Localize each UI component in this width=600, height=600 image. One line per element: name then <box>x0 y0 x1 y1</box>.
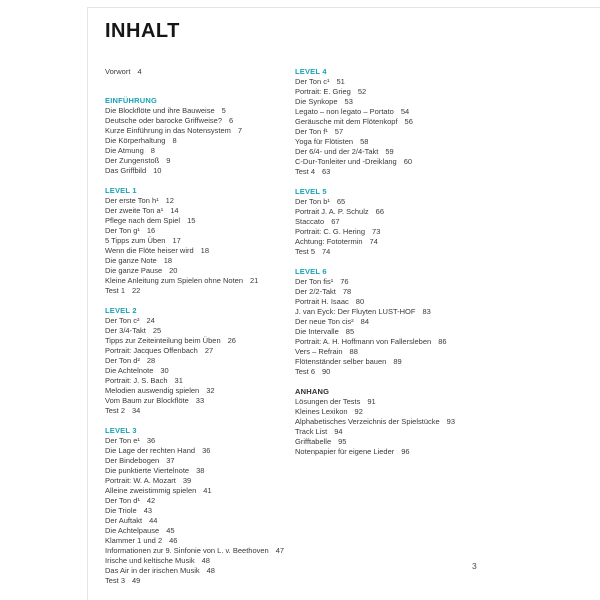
toc-entry-page: 88 <box>349 347 358 356</box>
toc-entry-label: Kurze Einführung in das Notensystem <box>105 126 231 135</box>
toc-entry-page: 63 <box>322 167 331 176</box>
toc-entry <box>295 97 497 107</box>
toc-entry <box>105 546 295 556</box>
toc-entry-page: 48 <box>206 566 215 575</box>
toc-entry-label: Der Ton b¹ <box>295 197 330 206</box>
toc-entry-label: C-Dur-Tonleiter und -Dreiklang <box>295 157 397 166</box>
toc-entry-page: 51 <box>336 77 345 86</box>
toc-entry <box>295 437 497 447</box>
toc-entry <box>105 346 295 356</box>
toc-section <box>105 67 295 77</box>
toc-entry-label: Portrait: A. H. Hoffmann von Fallersleben <box>295 337 432 346</box>
toc-entry-label: Der Ton g¹ <box>105 226 140 235</box>
section-heading: LEVEL 6 <box>295 267 327 276</box>
toc-entry <box>105 386 295 396</box>
toc-entry <box>295 307 497 317</box>
toc-entry-label: Alleine zweistimmig spielen <box>105 486 197 495</box>
toc-entry-page: 94 <box>334 427 343 436</box>
toc-entry-label: Portrait J. A. P. Schulz <box>295 207 369 216</box>
toc-entry-label: Der Ton f¹ <box>295 127 328 136</box>
toc-entry-page: 92 <box>354 407 363 416</box>
toc-entry-label: Der 6/4- und der 2/4-Takt <box>295 147 379 156</box>
toc-entry-page: 74 <box>369 237 378 246</box>
toc-entry-label: Der Ton d² <box>105 356 140 365</box>
toc-entry-label: Vom Baum zur Blockflöte <box>105 396 189 405</box>
toc-entry <box>105 516 295 526</box>
toc-entry-label: Der Ton c¹ <box>295 77 330 86</box>
toc-entry-label: Das Air in der irischen Musik <box>105 566 200 575</box>
toc-entry-label: Alphabetisches Verzeichnis der Spielstücke <box>295 417 440 426</box>
toc-entry-page: 65 <box>336 197 346 206</box>
toc-entry-label: Flötenständer selber bauen <box>295 357 387 366</box>
toc-entry-label: Die punktierte Viertelnote <box>105 466 190 475</box>
toc-entry-page: 49 <box>132 576 141 585</box>
toc-entry-label: Yoga für Flötisten <box>295 137 354 146</box>
toc-entry-label: Tipps zur Zeiteinteilung beim Üben <box>105 336 221 345</box>
toc-entry-label: Staccato <box>295 217 325 226</box>
toc-entry <box>295 357 497 367</box>
toc-columns <box>105 67 497 596</box>
toc-entry <box>105 316 295 326</box>
toc-section <box>105 96 295 176</box>
toc-entry <box>105 536 295 546</box>
toc-entry <box>295 237 497 247</box>
toc-entry <box>105 356 295 366</box>
toc-entry-page: 48 <box>201 556 210 565</box>
toc-entry <box>295 347 497 357</box>
toc-entry-page: 86 <box>438 337 447 346</box>
page-number: 3 <box>472 561 477 571</box>
toc-entry-label: Legato – non legato – Portato <box>295 107 394 116</box>
toc-entry <box>105 446 295 456</box>
toc-entry <box>105 246 295 256</box>
toc-entry-page: 4 <box>137 67 142 76</box>
toc-entry-page: 44 <box>149 516 158 525</box>
section-heading: EINFÜHRUNG <box>105 96 157 105</box>
toc-entry <box>105 326 295 336</box>
toc-entry <box>295 397 497 407</box>
toc-entry-page: 74 <box>322 247 331 256</box>
toc-entry-page: 56 <box>404 117 413 126</box>
toc-entry <box>105 106 295 116</box>
toc-entry-label: 5 Tipps zum Üben <box>105 236 166 245</box>
toc-entry-label: Portrait: Jacques Offenbach <box>105 346 198 355</box>
toc-entry-label: Der Ton fis¹ <box>295 277 334 286</box>
toc-entry-page: 41 <box>203 486 212 495</box>
toc-entry-label: Der Auftakt <box>105 516 143 525</box>
toc-entry <box>105 376 295 386</box>
toc-entry <box>295 137 497 147</box>
toc-entry-page: 34 <box>132 406 141 415</box>
toc-entry <box>105 436 295 446</box>
section-heading: ANHANG <box>295 387 330 396</box>
toc-entry <box>105 266 295 276</box>
toc-entry-page: 76 <box>340 277 349 286</box>
toc-entry-page: 26 <box>227 336 236 345</box>
toc-entry-label: Die Körperhaltung <box>105 136 166 145</box>
toc-entry-page: 58 <box>360 137 369 146</box>
toc-entry <box>295 227 497 237</box>
toc-entry-page: 8 <box>172 136 177 145</box>
toc-entry-label: Track List <box>295 427 328 436</box>
toc-entry <box>105 226 295 236</box>
toc-entry-page: 25 <box>152 326 162 335</box>
toc-entry-label: Die Lage der rechten Hand <box>105 446 196 455</box>
toc-entry <box>295 327 497 337</box>
toc-entry-page: 95 <box>338 437 347 446</box>
toc-entry-page: 43 <box>143 506 153 515</box>
toc-entry-label: Vers – Refrain <box>295 347 343 356</box>
toc-entry-page: 91 <box>367 397 376 406</box>
toc-entry-label: Die Intervalle <box>295 327 339 336</box>
toc-entry <box>105 396 295 406</box>
toc-entry-label: Der Ton e¹ <box>105 436 140 445</box>
toc-entry-label: Deutsche oder barocke Griffweise? <box>105 116 223 125</box>
toc-entry-page: 84 <box>360 317 369 326</box>
toc-entry-page: 53 <box>344 97 353 106</box>
toc-entry-label: Der zweite Ton a¹ <box>105 206 164 215</box>
toc-entry <box>105 136 295 146</box>
toc-entry <box>105 206 295 216</box>
toc-entry <box>295 117 497 127</box>
toc-entry <box>105 576 295 586</box>
toc-column-left <box>105 67 295 596</box>
toc-page <box>105 20 497 596</box>
toc-entry-label: Achtung: Fototermin <box>295 237 363 246</box>
toc-entry <box>105 556 295 566</box>
toc-entry-label: Die Achtelpause <box>105 526 160 535</box>
toc-entry-label: Portrait: C. G. Hering <box>295 227 366 236</box>
toc-entry-label: Die ganze Pause <box>105 266 163 275</box>
toc-entry <box>105 146 295 156</box>
section-heading: LEVEL 4 <box>295 67 327 76</box>
toc-entry <box>295 407 497 417</box>
toc-entry-label: Der Zungenstoß <box>105 156 160 165</box>
toc-entry-page: 96 <box>401 447 410 456</box>
toc-entry-label: Kleines Lexikon <box>295 407 348 416</box>
toc-entry <box>105 456 295 466</box>
toc-section <box>105 426 295 586</box>
toc-entry-label: Die Blockflöte und ihre Bauweise <box>105 106 215 115</box>
toc-entry <box>105 476 295 486</box>
toc-entry <box>295 427 497 437</box>
toc-entry <box>295 337 497 347</box>
toc-entry <box>295 167 497 177</box>
toc-entry <box>105 486 295 496</box>
toc-entry-page: 18 <box>163 256 173 265</box>
toc-entry-label: Test 5 <box>295 247 316 256</box>
page-title: INHALT <box>105 20 180 42</box>
toc-entry-page: 90 <box>322 367 331 376</box>
section-heading: LEVEL 3 <box>105 426 137 435</box>
toc-entry-label: Portrait: J. S. Bach <box>105 376 168 385</box>
toc-entry <box>105 286 295 296</box>
toc-entry <box>295 87 497 97</box>
toc-entry-label: Informationen zur 9. Sinfonie von L. v. Beethoven <box>105 546 269 555</box>
toc-entry <box>295 77 497 87</box>
toc-column-right <box>295 67 497 467</box>
toc-entry <box>105 166 295 176</box>
toc-entry-page: 93 <box>446 417 456 426</box>
toc-entry <box>105 336 295 346</box>
toc-entry-page: 73 <box>372 227 381 236</box>
toc-entry-page: 45 <box>166 526 175 535</box>
toc-entry-label: Test 4 <box>295 167 316 176</box>
toc-entry <box>105 156 295 166</box>
section-heading: LEVEL 1 <box>105 186 137 195</box>
toc-entry-page: 78 <box>342 287 352 296</box>
toc-entry-label: J. van Eyck: Der Fluyten LUST-HOF <box>295 307 416 316</box>
toc-entry-label: Test 2 <box>105 406 126 415</box>
toc-entry-label: Lösungen der Tests <box>295 397 361 406</box>
toc-entry <box>295 197 497 207</box>
toc-entry-label: Test 1 <box>105 286 126 295</box>
toc-entry-page: 12 <box>165 196 174 205</box>
toc-entry-page: 57 <box>334 127 344 136</box>
toc-section <box>295 187 497 257</box>
toc-section <box>105 186 295 296</box>
toc-entry <box>295 157 497 167</box>
toc-entry-label: Test 6 <box>295 367 316 376</box>
toc-entry-page: 54 <box>400 107 410 116</box>
toc-entry-page: 7 <box>237 126 243 135</box>
toc-entry-page: 60 <box>403 157 413 166</box>
toc-entry-label: Portrait: W. A. Mozart <box>105 476 176 485</box>
toc-entry-page: 8 <box>150 146 155 155</box>
toc-section <box>295 267 497 377</box>
toc-entry <box>295 447 497 457</box>
toc-entry-page: 14 <box>170 206 179 215</box>
toc-entry <box>105 236 295 246</box>
toc-entry-label: Test 3 <box>105 576 126 585</box>
toc-entry-page: 89 <box>393 357 402 366</box>
toc-entry <box>105 67 295 77</box>
toc-entry <box>105 116 295 126</box>
toc-entry-page: 18 <box>200 246 209 255</box>
toc-entry-page: 42 <box>146 496 156 505</box>
toc-entry <box>105 466 295 476</box>
toc-entry <box>295 287 497 297</box>
toc-entry <box>105 506 295 516</box>
toc-entry-label: Die Achtelnote <box>105 366 154 375</box>
toc-entry-label: Der erste Ton h¹ <box>105 196 159 205</box>
toc-entry <box>105 526 295 536</box>
toc-entry-page: 31 <box>174 376 183 385</box>
toc-entry-label: Irische und keltische Musik <box>105 556 195 565</box>
toc-entry-label: Die Atmung <box>105 146 144 155</box>
toc-entry-label: Melodien auswendig spielen <box>105 386 200 395</box>
toc-entry <box>295 217 497 227</box>
toc-entry-label: Kleine Anleitung zum Spielen ohne Noten <box>105 276 244 285</box>
section-heading: LEVEL 2 <box>105 306 137 315</box>
toc-entry-label: Portrait H. Isaac <box>295 297 349 306</box>
toc-entry <box>105 196 295 206</box>
toc-entry-page: 39 <box>182 476 192 485</box>
toc-entry-page: 32 <box>206 386 215 395</box>
toc-entry-page: 36 <box>146 436 156 445</box>
toc-section <box>295 67 497 177</box>
toc-entry <box>105 276 295 286</box>
toc-entry-page: 66 <box>375 207 384 216</box>
toc-entry-page: 47 <box>275 546 285 555</box>
toc-entry <box>295 247 497 257</box>
toc-entry <box>105 126 295 136</box>
toc-entry-page: 52 <box>357 87 367 96</box>
toc-entry-page: 22 <box>132 286 141 295</box>
toc-entry-label: Der neue Ton cis² <box>295 317 354 326</box>
toc-entry-page: 28 <box>146 356 156 365</box>
toc-entry-label: Wenn die Flöte heiser wird <box>105 246 194 255</box>
toc-entry-page: 17 <box>172 236 181 245</box>
toc-entry-label: Klammer 1 und 2 <box>105 536 163 545</box>
toc-entry <box>295 107 497 117</box>
toc-entry-page: 6 <box>229 116 234 125</box>
toc-entry <box>295 147 497 157</box>
toc-entry-page: 80 <box>355 297 365 306</box>
toc-entry <box>105 566 295 576</box>
toc-entry-page: 21 <box>250 276 259 285</box>
toc-entry-page: 59 <box>385 147 394 156</box>
toc-entry-page: 38 <box>196 466 205 475</box>
toc-entry-page: 27 <box>204 346 214 355</box>
toc-entry-page: 20 <box>169 266 178 275</box>
toc-entry-label: Portrait: E. Grieg <box>295 87 351 96</box>
toc-entry-page: 37 <box>166 456 175 465</box>
toc-entry <box>295 277 497 287</box>
toc-entry-label: Der 2/2-Takt <box>295 287 336 296</box>
toc-section <box>105 306 295 416</box>
toc-entry-label: Der Bindebogen <box>105 456 160 465</box>
toc-entry-page: 83 <box>422 307 431 316</box>
toc-entry-page: 36 <box>202 446 211 455</box>
toc-entry <box>295 127 497 137</box>
toc-entry-page: 85 <box>345 327 355 336</box>
toc-entry <box>105 366 295 376</box>
toc-entry-page: 9 <box>166 156 171 165</box>
toc-entry-label: Pflege nach dem Spiel <box>105 216 181 225</box>
toc-entry-page: 10 <box>153 166 162 175</box>
toc-entry-label: Der 3/4-Takt <box>105 326 146 335</box>
toc-entry-page: 30 <box>160 366 169 375</box>
toc-entry <box>105 496 295 506</box>
toc-entry-label: Die Triole <box>105 506 137 515</box>
toc-entry <box>295 317 497 327</box>
toc-entry-label: Der Ton c² <box>105 316 140 325</box>
toc-entry-label: Die Synkope <box>295 97 338 106</box>
toc-entry-label: Vorwort <box>105 67 131 76</box>
toc-entry-page: 24 <box>146 316 155 325</box>
toc-entry <box>105 406 295 416</box>
toc-entry-page: 16 <box>146 226 156 235</box>
toc-entry-label: Das Griffbild <box>105 166 147 175</box>
toc-entry-page: 33 <box>195 396 205 405</box>
toc-entry <box>105 256 295 266</box>
toc-entry-page: 5 <box>221 106 226 115</box>
section-heading: LEVEL 5 <box>295 187 327 196</box>
toc-entry-label: Notenpapier für eigene Lieder <box>295 447 395 456</box>
toc-entry-label: Geräusche mit dem Flötenkopf <box>295 117 398 126</box>
toc-entry-label: Grifftabelle <box>295 437 332 446</box>
toc-entry-label: Die ganze Note <box>105 256 157 265</box>
toc-entry-label: Der Ton d¹ <box>105 496 140 505</box>
toc-entry <box>105 216 295 226</box>
toc-entry <box>295 367 497 377</box>
toc-section <box>295 387 497 457</box>
toc-entry <box>295 207 497 217</box>
toc-entry <box>295 417 497 427</box>
toc-entry <box>295 297 497 307</box>
toc-entry-page: 46 <box>169 536 178 545</box>
toc-entry-page: 15 <box>187 216 196 225</box>
toc-entry-page: 67 <box>331 217 340 226</box>
